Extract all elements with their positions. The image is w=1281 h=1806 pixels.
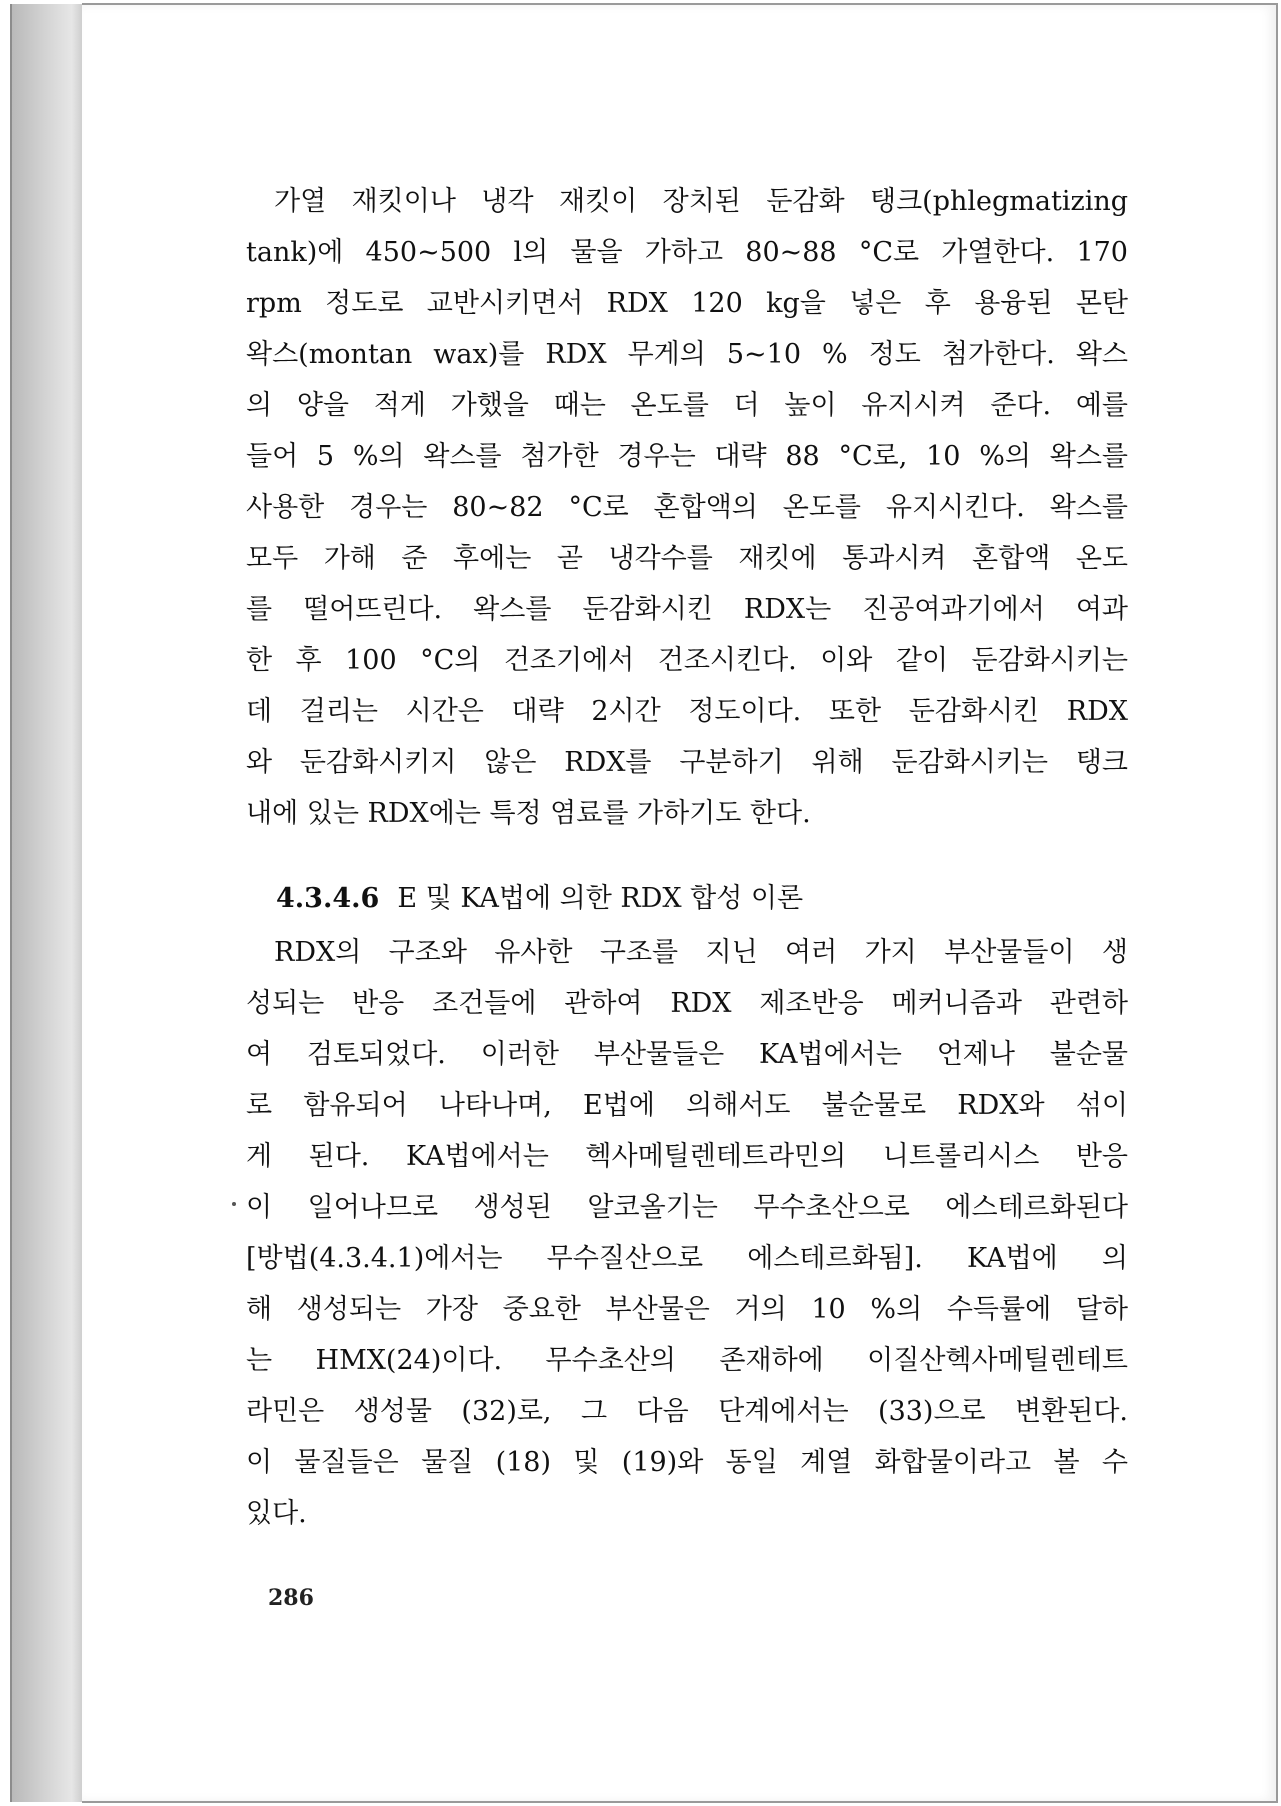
paragraph-line: 내에 있는 RDX에는 특정 염료를 가하기도 한다. [246, 798, 811, 829]
paragraph-line: 이 일어나므로 생성된 알코올기는 무수초산으로 에스테르화된다 [246, 1192, 1128, 1223]
paragraph-line: rpm 정도로 교반시키면서 RDX 120 kg을 넣은 후 용융된 몬탄 [246, 288, 1128, 319]
paragraph-line: 로 함유되어 나타나며, E법에 의해서도 불순물로 RDX와 섞이 [246, 1090, 1128, 1121]
paragraph-line: tank)에 450~500 l의 물을 가하고 80~88 °C로 가열한다. 170 [246, 237, 1128, 268]
paragraph-line: 를 떨어뜨린다. 왁스를 둔감화시킨 RDX는 진공여과기에서 여과 [246, 594, 1128, 625]
page-number: 286 [268, 1585, 314, 1611]
paragraph-line: 라민은 생성물 (32)로, 그 다음 단계에서는 (33)으로 변환된다. [246, 1396, 1128, 1427]
paragraph-line: 의 양을 적게 가했을 때는 온도를 더 높이 유지시켜 준다. 예를 [246, 390, 1128, 421]
paragraph-line: 성되는 반응 조건들에 관하여 RDX 제조반응 메커니즘과 관련하 [246, 988, 1128, 1019]
paragraph-line: 들어 5 %의 왁스를 첨가한 경우는 대략 88 °C로, 10 %의 왁스를 [246, 441, 1128, 472]
paragraph-line: 왁스(montan wax)를 RDX 무게의 5~10 % 정도 첨가한다. 왁스 [246, 339, 1128, 370]
paragraph-line: 이 물질들은 물질 (18) 및 (19)와 동일 계열 화합물이라고 볼 수 [246, 1447, 1128, 1478]
paragraph-line: 와 둔감화시키지 않은 RDX를 구분하기 위해 둔감화시키는 탱크 [246, 747, 1128, 778]
book-edge [10, 4, 82, 1802]
paragraph-line: 여 검토되었다. 이러한 부산물들은 KA법에서는 언제나 불순물 [246, 1039, 1128, 1070]
paragraph-line: 게 된다. KA법에서는 헥사메틸렌테트라민의 니트롤리시스 반응 [246, 1141, 1128, 1172]
section-number: 4.3.4.6 [276, 883, 380, 914]
paragraph-2 [246, 927, 1128, 1539]
paragraph-line: [방법(4.3.4.1)에서는 무수질산으로 에스테르화됨]. KA법에 의 [246, 1243, 1128, 1274]
paragraph-line: 데 걸리는 시간은 대략 2시간 정도이다. 또한 둔감화시킨 RDX [246, 696, 1128, 727]
paragraph-line: 해 생성되는 가장 중요한 부산물은 거의 10 %의 수득률에 달하 [246, 1294, 1128, 1325]
paragraph-1 [246, 176, 1128, 839]
section-title: E 및 KA법에 의한 RDX 합성 이론 [397, 883, 804, 914]
paragraph-line: 있다. [246, 1498, 307, 1529]
paragraph-line: 는 HMX(24)이다. 무수초산의 존재하에 이질산헥사메틸렌테트 [246, 1345, 1128, 1376]
section-heading [276, 873, 803, 924]
paragraph-line: 모두 가해 준 후에는 곧 냉각수를 재킷에 통과시켜 혼합액 온도 [246, 543, 1128, 574]
paragraph-line: RDX의 구조와 유사한 구조를 지닌 여러 가지 부산물들이 생 [274, 937, 1128, 968]
paragraph-line: 가열 재킷이나 냉각 재킷이 장치된 둔감화 탱크(phlegmatizing [274, 186, 1128, 217]
paragraph-line: 사용한 경우는 80~82 °C로 혼합액의 온도를 유지시킨다. 왁스를 [246, 492, 1128, 523]
paragraph-line: 한 후 100 °C의 건조기에서 건조시킨다. 이와 같이 둔감화시키는 [246, 645, 1128, 676]
margin-dot [232, 1202, 236, 1206]
